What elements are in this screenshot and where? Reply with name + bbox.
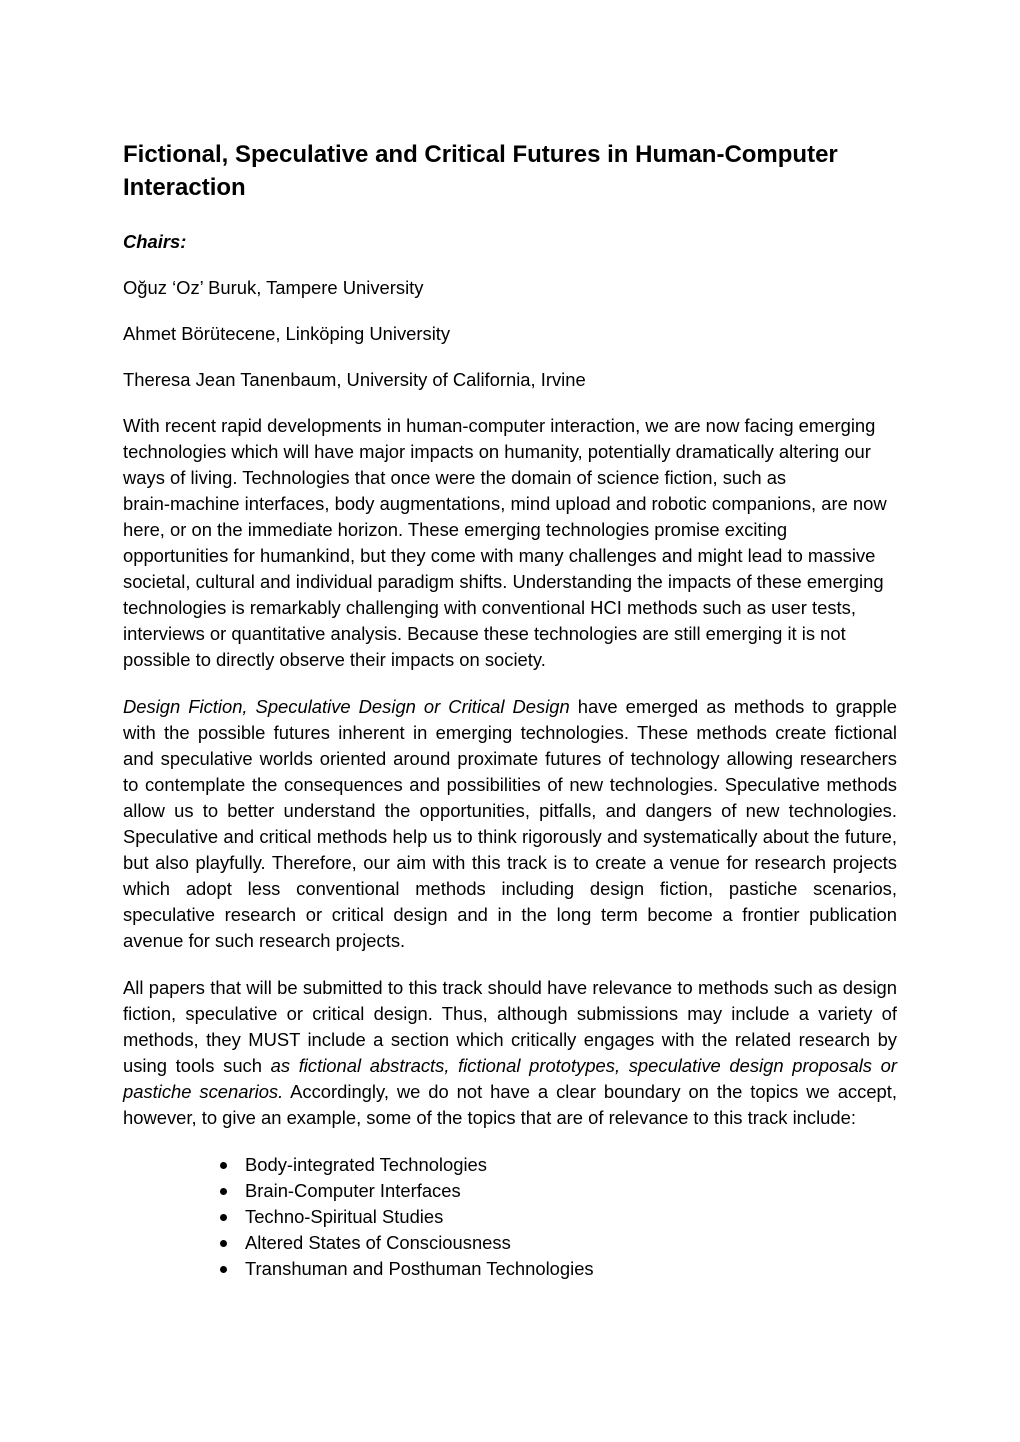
topic-item-transhuman: Transhuman and Posthuman Technologies (220, 1256, 897, 1282)
topics-list (123, 1152, 897, 1282)
topic-item-brain-computer: Brain-Computer Interfaces (220, 1178, 897, 1204)
chairs-label: Chairs: (123, 231, 187, 252)
paragraph-methods (123, 694, 897, 954)
paragraph-segment-italic: Design Fiction, Speculative Design or Critical Design (123, 696, 570, 717)
paragraph-segment: All papers that will be submitted to this track should have relevance to methods such as design fiction, speculative or critical design. Thus, although submissions may include a variety of methods, they MUST include a section which critically engages with the related research by using tools such (123, 977, 897, 1076)
paragraph-segment-italic: as fictional abstracts, fictional prototypes, speculative design proposals or pastiche scenarios. (123, 1055, 897, 1102)
paragraph-segment: have emerged as methods to grapple with the possible futures inherent in emerging technologies. These methods create fictional and speculative worlds oriented around proximate futures of technology allowing researchers to contemplate the consequences and possibilities of new technologies. Speculative methods allow us to better understand the opportunities, pitfalls, and dangers of new technologies. Speculative and critical methods help us to think rigorously and systematically about the future, but also playfully. Therefore, our aim with this track is to create a venue for research projects which adopt less conventional methods including design fiction, pastiche scenarios, speculative research or critical design and in the long term become a frontier publication avenue for such research projects. (123, 696, 897, 951)
paragraph-submissions (123, 975, 897, 1131)
chair-name-3: Theresa Jean Tanenbaum, University of California, Irvine (123, 369, 586, 390)
document-title: Fictional, Speculative and Critical Futures in Human-Computer Interaction (123, 141, 838, 201)
chair-name-2: Ahmet Börütecene, Linköping University (123, 323, 451, 344)
paragraph-segment: With recent rapid developments in human-computer interaction, we are now facing emerging technologies which will have major impacts on humanity, potentially dramatically altering our ways of living. Technologies that once were the domain of science fiction, such as brain‑machine interfaces, body augmentations, mind upload and robotic companions, are now here, or on the immediate horizon. These emerging technologies promise exciting opportunities for humankind, but they come with many challenges and might lead to massive societal, cultural and individual paradigm shifts. Understanding the impacts of these emerging technologies is remarkably challenging with conventional HCI methods such as user tests, interviews or quantitative analysis. Because these technologies are still emerging it is not possible to directly observe their impacts on society. (123, 415, 887, 670)
topic-item-body-integrated: Body-integrated Technologies (220, 1152, 897, 1178)
paragraph-intro (123, 413, 897, 673)
paragraph-segment: Accordingly, we do not have a clear boundary on the topics we accept, however, to give an example, some of the topics that are of relevance to this track include: (123, 1081, 897, 1128)
topic-item-altered-states: Altered States of Consciousness (220, 1230, 897, 1256)
topic-item-techno-spiritual: Techno-Spiritual Studies (220, 1204, 897, 1230)
chair-name-1: Oğuz ‘Oz’ Buruk, Tampere University (123, 277, 424, 298)
